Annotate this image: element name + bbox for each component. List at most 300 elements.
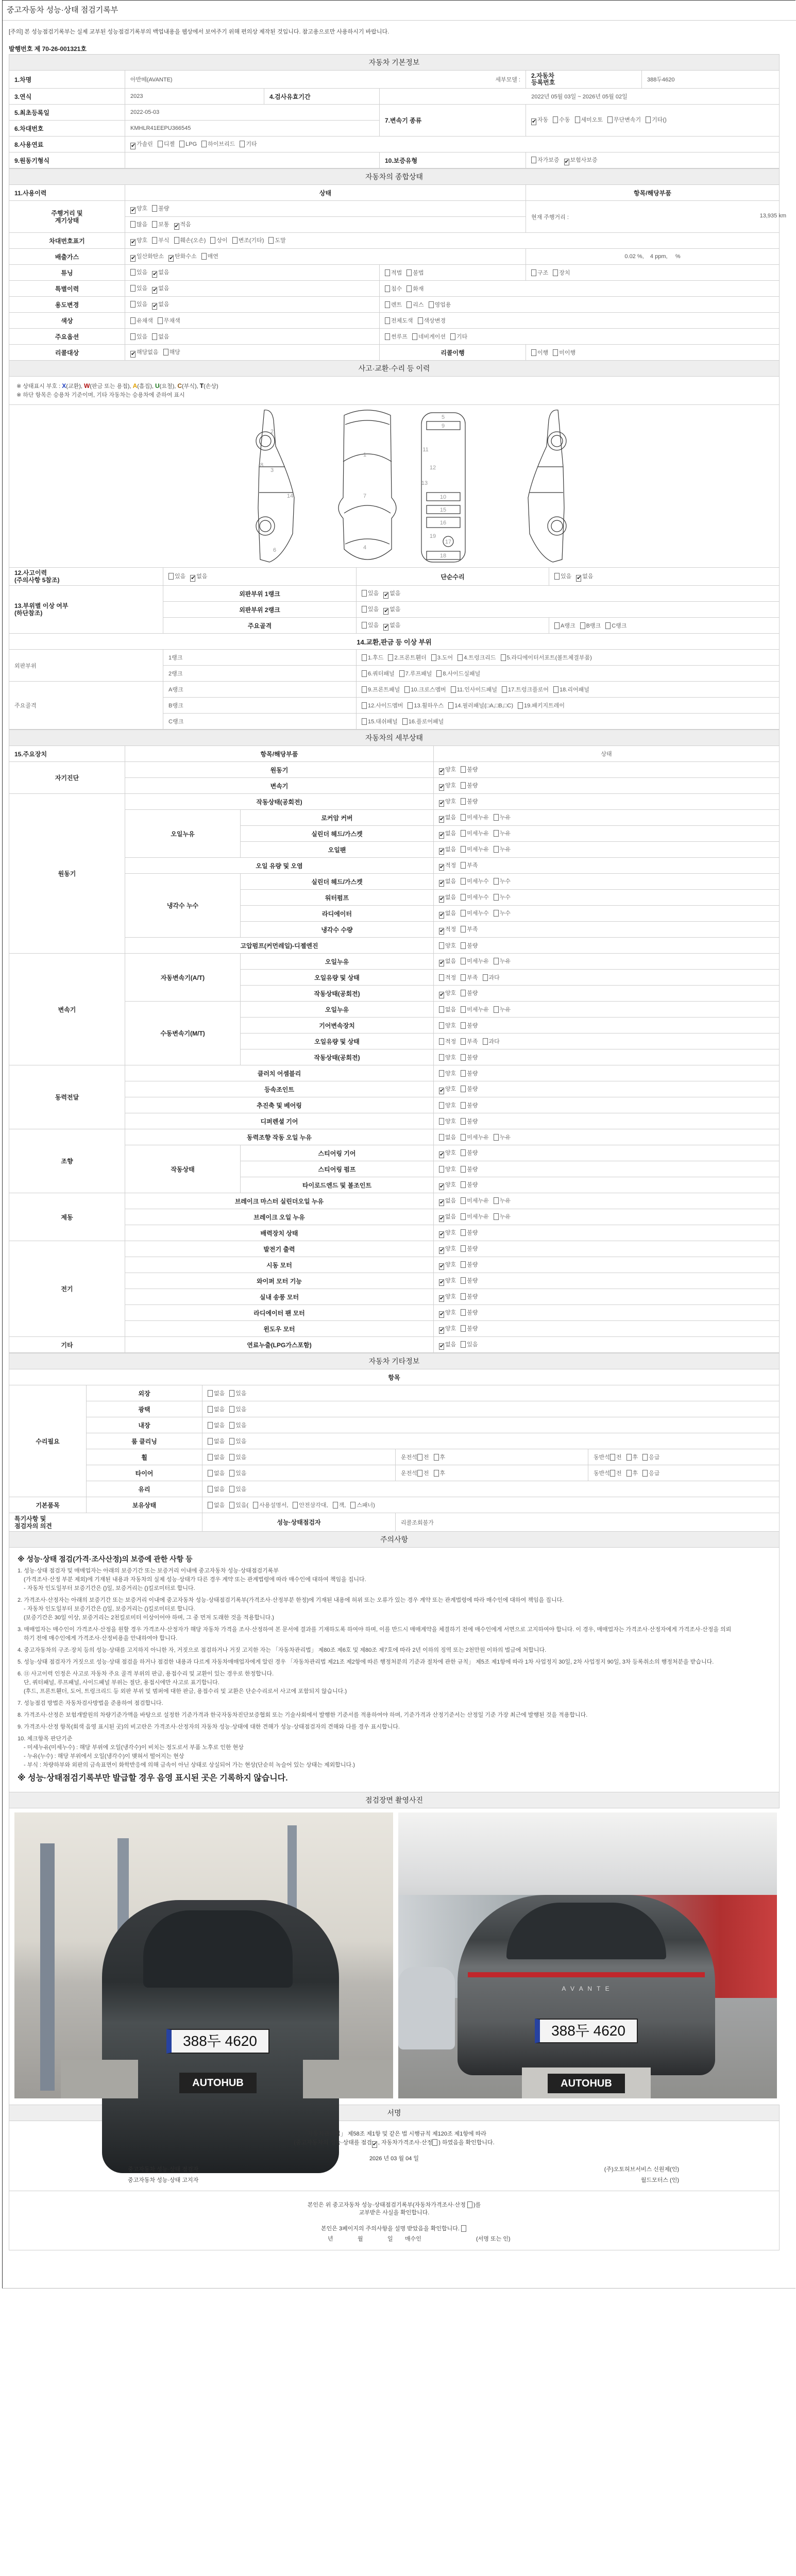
- checkbox-option[interactable]: [626, 1454, 638, 1461]
- checkbox-option[interactable]: [501, 655, 592, 661]
- checkbox[interactable]: [383, 624, 388, 631]
- checkbox[interactable]: [439, 880, 444, 887]
- checkbox-option[interactable]: [417, 1470, 429, 1477]
- checkbox[interactable]: [208, 1390, 213, 1397]
- checkbox-option[interactable]: [554, 623, 575, 629]
- checkbox[interactable]: [439, 1151, 444, 1158]
- checkbox[interactable]: [461, 814, 466, 821]
- checkbox[interactable]: [174, 223, 179, 230]
- checkbox-option[interactable]: [483, 975, 500, 981]
- checkbox[interactable]: [385, 301, 390, 308]
- checkbox-option[interactable]: [553, 117, 570, 123]
- checkbox[interactable]: [439, 768, 444, 775]
- checkbox[interactable]: [461, 1229, 466, 1236]
- checkbox[interactable]: [439, 912, 444, 919]
- checkbox-option[interactable]: [333, 1502, 346, 1509]
- checkbox-option[interactable]: [494, 1214, 511, 1220]
- price-checkbox[interactable]: [432, 2139, 437, 2146]
- checkbox[interactable]: [431, 654, 436, 661]
- checkbox-option[interactable]: [461, 943, 478, 949]
- checkbox[interactable]: [461, 766, 466, 773]
- checkbox-option[interactable]: [439, 1214, 456, 1220]
- checkbox[interactable]: [531, 349, 536, 356]
- checkbox-option[interactable]: [229, 1438, 246, 1445]
- checkbox-option[interactable]: [399, 671, 432, 677]
- checkbox[interactable]: [201, 253, 207, 260]
- checkbox-option[interactable]: [208, 1454, 225, 1461]
- checkbox[interactable]: [439, 1231, 444, 1238]
- checkbox-option[interactable]: [232, 238, 264, 244]
- checkbox[interactable]: [439, 1038, 444, 1045]
- checkbox-option[interactable]: [494, 894, 511, 901]
- checkbox-option[interactable]: [208, 1422, 225, 1429]
- checkbox[interactable]: [412, 333, 417, 340]
- checkbox[interactable]: [461, 1277, 466, 1284]
- checkbox-option[interactable]: [531, 270, 548, 276]
- checkbox[interactable]: [208, 1422, 213, 1429]
- checkbox[interactable]: [439, 974, 444, 981]
- checkbox[interactable]: [483, 974, 488, 981]
- checkbox-option[interactable]: [439, 1023, 456, 1029]
- checkbox-option[interactable]: [439, 1103, 456, 1109]
- checkbox[interactable]: [439, 1311, 444, 1318]
- checkbox[interactable]: [232, 237, 238, 244]
- checkbox-option[interactable]: [362, 687, 400, 693]
- checkbox[interactable]: [362, 590, 367, 597]
- checkbox[interactable]: [461, 1341, 466, 1348]
- checkbox-option[interactable]: [461, 1071, 478, 1077]
- checkbox-option[interactable]: [607, 117, 641, 123]
- checkbox[interactable]: [362, 686, 367, 693]
- checkbox-option[interactable]: [208, 1502, 225, 1509]
- checkbox[interactable]: [152, 303, 157, 310]
- checkbox-option[interactable]: [130, 301, 147, 308]
- checkbox[interactable]: [553, 116, 558, 123]
- checkbox[interactable]: [451, 686, 456, 693]
- checkbox-option[interactable]: [461, 1294, 478, 1300]
- checkbox-option[interactable]: [152, 238, 169, 244]
- checkbox[interactable]: [461, 942, 466, 949]
- checkbox[interactable]: [494, 1006, 499, 1013]
- checkbox[interactable]: [580, 622, 585, 629]
- checkbox-option[interactable]: [439, 910, 456, 917]
- checkbox[interactable]: [607, 116, 613, 123]
- checkbox-option[interactable]: [130, 141, 153, 147]
- checkbox[interactable]: [229, 1454, 234, 1461]
- checkbox-option[interactable]: [407, 302, 424, 308]
- checkbox-option[interactable]: [439, 943, 456, 949]
- checkbox-option[interactable]: [461, 958, 489, 964]
- checkbox[interactable]: [483, 1038, 488, 1045]
- checkbox-option[interactable]: [494, 958, 511, 964]
- checkbox[interactable]: [399, 670, 404, 677]
- checkbox-option[interactable]: [610, 1470, 622, 1477]
- checkbox-option[interactable]: [229, 1470, 246, 1477]
- checkbox-option[interactable]: [240, 141, 257, 147]
- checkbox-option[interactable]: [458, 655, 496, 661]
- checkbox-option[interactable]: [494, 910, 511, 917]
- checkbox-option[interactable]: [461, 975, 478, 981]
- checkbox[interactable]: [461, 1245, 466, 1252]
- checkbox-option[interactable]: [483, 1039, 500, 1045]
- checkbox[interactable]: [168, 255, 174, 262]
- checkbox-option[interactable]: [439, 1182, 456, 1188]
- checkbox[interactable]: [461, 1309, 466, 1316]
- checkbox[interactable]: [385, 269, 390, 276]
- checkbox-option[interactable]: [439, 1118, 456, 1125]
- checkbox[interactable]: [130, 301, 136, 308]
- checkbox-option[interactable]: [362, 590, 379, 597]
- checkbox[interactable]: [402, 718, 408, 725]
- checkbox[interactable]: [439, 1166, 444, 1173]
- checkbox-option[interactable]: [461, 1310, 478, 1316]
- checkbox[interactable]: [130, 221, 136, 228]
- checkbox[interactable]: [642, 1454, 648, 1461]
- checkbox-option[interactable]: [152, 301, 169, 308]
- checkbox[interactable]: [461, 990, 466, 996]
- checkbox[interactable]: [461, 1325, 466, 1332]
- checkbox[interactable]: [208, 1502, 213, 1509]
- checkbox[interactable]: [158, 317, 163, 324]
- checkbox[interactable]: [130, 351, 136, 358]
- checkbox[interactable]: [417, 1470, 422, 1477]
- checkbox-option[interactable]: [152, 269, 169, 276]
- checkbox-option[interactable]: [461, 910, 489, 917]
- checkbox-option[interactable]: [208, 1486, 225, 1493]
- checkbox-option[interactable]: [461, 990, 478, 996]
- checkbox-option[interactable]: [494, 1007, 511, 1013]
- checkbox[interactable]: [439, 1343, 444, 1350]
- checkbox[interactable]: [494, 878, 499, 885]
- checkbox-option[interactable]: [554, 573, 571, 580]
- checkbox[interactable]: [461, 1070, 466, 1077]
- checkbox-option[interactable]: [383, 590, 400, 597]
- checkbox-option[interactable]: [461, 1342, 478, 1348]
- checkbox-option[interactable]: [461, 1103, 478, 1109]
- checkbox[interactable]: [461, 1213, 466, 1220]
- checkbox-option[interactable]: [229, 1422, 246, 1429]
- checkbox-option[interactable]: [461, 1230, 478, 1236]
- checkbox-option[interactable]: [434, 1470, 446, 1477]
- checkbox[interactable]: [461, 1086, 466, 1092]
- checkbox[interactable]: [439, 832, 444, 839]
- checkbox[interactable]: [418, 317, 423, 324]
- checkbox-option[interactable]: [461, 767, 478, 773]
- checkbox-option[interactable]: [439, 1166, 456, 1173]
- checkbox[interactable]: [610, 1470, 615, 1477]
- checkbox-option[interactable]: [439, 1310, 456, 1316]
- checkbox-option[interactable]: [439, 1055, 456, 1061]
- checkbox[interactable]: [439, 960, 444, 967]
- checkbox[interactable]: [130, 143, 136, 149]
- checkbox[interactable]: [461, 846, 466, 853]
- checkbox-option[interactable]: [385, 270, 402, 276]
- checkbox-option[interactable]: [494, 878, 511, 885]
- checkbox[interactable]: [152, 205, 157, 212]
- checkbox-option[interactable]: [461, 1182, 478, 1188]
- checkbox-option[interactable]: [130, 285, 147, 292]
- checkbox-option[interactable]: [461, 1198, 489, 1204]
- checkbox[interactable]: [554, 573, 560, 580]
- checkbox[interactable]: [439, 1215, 444, 1222]
- checkbox-option[interactable]: [130, 238, 147, 244]
- checkbox-option[interactable]: [450, 334, 467, 340]
- checkbox[interactable]: [576, 575, 581, 582]
- checkbox[interactable]: [229, 1486, 234, 1493]
- checkbox[interactable]: [605, 622, 611, 629]
- checkbox[interactable]: [429, 301, 434, 308]
- checkbox-option[interactable]: [130, 253, 164, 260]
- checkbox-option[interactable]: [642, 1454, 659, 1461]
- checkbox-option[interactable]: [461, 894, 489, 901]
- checkbox-option[interactable]: [439, 1150, 456, 1156]
- checkbox-option[interactable]: [293, 1502, 328, 1509]
- checkbox-option[interactable]: [439, 799, 456, 805]
- checkbox[interactable]: [407, 285, 412, 292]
- checkbox-option[interactable]: [461, 862, 478, 869]
- checkbox[interactable]: [439, 1088, 444, 1094]
- checkbox-option[interactable]: [439, 1198, 456, 1204]
- checkbox-option[interactable]: [439, 894, 456, 901]
- checkbox[interactable]: [130, 239, 136, 246]
- checkbox-option[interactable]: [564, 157, 598, 163]
- checkbox-option[interactable]: [575, 117, 603, 123]
- checkbox[interactable]: [130, 207, 136, 214]
- checkbox-option[interactable]: [531, 117, 548, 123]
- checkbox[interactable]: [385, 285, 390, 292]
- checkbox[interactable]: [439, 784, 444, 791]
- checkbox[interactable]: [461, 910, 466, 917]
- checkbox[interactable]: [229, 1406, 234, 1413]
- checkbox[interactable]: [439, 1054, 444, 1061]
- checkbox[interactable]: [208, 1454, 213, 1461]
- checkbox[interactable]: [362, 670, 367, 677]
- checkbox-option[interactable]: [439, 1262, 456, 1268]
- checkbox-option[interactable]: [439, 1294, 456, 1300]
- checkbox[interactable]: [362, 654, 367, 661]
- checkbox[interactable]: [253, 1502, 258, 1509]
- checkbox-option[interactable]: [229, 1454, 246, 1461]
- checkbox-option[interactable]: [518, 703, 565, 709]
- checkbox-option[interactable]: [439, 767, 456, 773]
- checkbox-option[interactable]: [208, 1438, 225, 1445]
- checkbox-option[interactable]: [439, 846, 456, 853]
- checkbox[interactable]: [229, 1422, 234, 1429]
- checkbox-option[interactable]: [439, 926, 456, 933]
- receipt-checkbox[interactable]: [467, 2201, 472, 2208]
- checkbox[interactable]: [439, 896, 444, 903]
- checkbox-option[interactable]: [439, 1278, 456, 1284]
- checkbox[interactable]: [350, 1502, 355, 1509]
- checkbox-option[interactable]: [208, 1391, 225, 1397]
- checkbox[interactable]: [436, 670, 442, 677]
- checkbox-option[interactable]: [434, 1454, 446, 1461]
- checkbox[interactable]: [553, 349, 558, 356]
- checkbox-option[interactable]: [130, 222, 147, 228]
- checkbox-option[interactable]: [208, 1406, 225, 1413]
- checkbox-option[interactable]: [461, 1118, 478, 1125]
- checkbox[interactable]: [388, 654, 393, 661]
- checkbox-option[interactable]: [439, 815, 456, 821]
- checkbox[interactable]: [179, 141, 184, 147]
- checkbox[interactable]: [531, 269, 536, 276]
- checkbox-option[interactable]: [412, 334, 446, 340]
- checkbox[interactable]: [130, 333, 136, 340]
- checkbox[interactable]: [293, 1502, 298, 1509]
- buyer-sign[interactable]: (서명 또는 인): [476, 2236, 511, 2242]
- checkbox-option[interactable]: [385, 334, 408, 340]
- checkbox[interactable]: [439, 1118, 444, 1125]
- checkbox-option[interactable]: [494, 846, 511, 853]
- checkbox-option[interactable]: [130, 269, 147, 276]
- checkbox-option[interactable]: [362, 719, 398, 725]
- checkbox[interactable]: [461, 958, 466, 964]
- checkbox-option[interactable]: [494, 1198, 511, 1204]
- checkbox-option[interactable]: [229, 1391, 246, 1397]
- checkbox[interactable]: [461, 1006, 466, 1013]
- checkbox[interactable]: [575, 116, 580, 123]
- checkbox[interactable]: [362, 622, 367, 629]
- checkbox-option[interactable]: [439, 1071, 456, 1077]
- checkbox[interactable]: [461, 1181, 466, 1188]
- checkbox-option[interactable]: [362, 622, 379, 629]
- checkbox[interactable]: [439, 1263, 444, 1270]
- checkbox[interactable]: [130, 285, 136, 292]
- checkbox[interactable]: [152, 221, 157, 228]
- checkbox[interactable]: [448, 702, 453, 709]
- checkbox[interactable]: [417, 1454, 422, 1461]
- checkbox-option[interactable]: [208, 1470, 225, 1477]
- checkbox[interactable]: [461, 1149, 466, 1156]
- checkbox[interactable]: [439, 992, 444, 998]
- checkbox-option[interactable]: [385, 286, 402, 292]
- checkbox-option[interactable]: [461, 1246, 478, 1252]
- checkbox-option[interactable]: [439, 862, 456, 869]
- checkbox-option[interactable]: [494, 815, 511, 821]
- checkbox[interactable]: [168, 573, 174, 580]
- checkbox-option[interactable]: [179, 141, 197, 147]
- checkbox[interactable]: [152, 237, 157, 244]
- checkbox[interactable]: [439, 1199, 444, 1206]
- checkbox-option[interactable]: [152, 222, 169, 228]
- checkbox-option[interactable]: [407, 286, 424, 292]
- checkbox-option[interactable]: [531, 157, 560, 163]
- checkbox[interactable]: [439, 928, 444, 935]
- inspect-checkbox[interactable]: [372, 2141, 377, 2148]
- checkbox[interactable]: [439, 1279, 444, 1286]
- checkbox[interactable]: [434, 1454, 439, 1461]
- checkbox-option[interactable]: [201, 141, 235, 147]
- checkbox[interactable]: [494, 830, 499, 837]
- checkbox[interactable]: [461, 830, 466, 837]
- checkbox[interactable]: [439, 1134, 444, 1141]
- checkbox-option[interactable]: [494, 831, 511, 837]
- checkbox[interactable]: [383, 592, 388, 599]
- checkbox-option[interactable]: [439, 1134, 456, 1141]
- checkbox[interactable]: [190, 575, 195, 582]
- checkbox-option[interactable]: [229, 1406, 246, 1413]
- checkbox[interactable]: [494, 894, 499, 901]
- checkbox[interactable]: [642, 1470, 648, 1477]
- checkbox[interactable]: [268, 237, 274, 244]
- checkbox-option[interactable]: [439, 1039, 456, 1045]
- checkbox[interactable]: [494, 846, 499, 853]
- checkbox-option[interactable]: [439, 1007, 456, 1013]
- checkbox[interactable]: [439, 1022, 444, 1029]
- checkbox[interactable]: [494, 814, 499, 821]
- checkbox-option[interactable]: [418, 318, 446, 324]
- checkbox[interactable]: [439, 800, 444, 807]
- checkbox-option[interactable]: [461, 831, 489, 837]
- checkbox-option[interactable]: [152, 285, 169, 292]
- checkbox-option[interactable]: [461, 878, 489, 885]
- checkbox-option[interactable]: [385, 302, 402, 308]
- checkbox[interactable]: [362, 718, 367, 725]
- checkbox-option[interactable]: [439, 831, 456, 837]
- checkbox[interactable]: [229, 1390, 234, 1397]
- checkbox[interactable]: [461, 1102, 466, 1109]
- checkbox-option[interactable]: [350, 1502, 375, 1509]
- checkbox-option[interactable]: [461, 926, 478, 933]
- checkbox-option[interactable]: [130, 206, 147, 212]
- checkbox[interactable]: [461, 1134, 466, 1141]
- checkbox-option[interactable]: [429, 302, 451, 308]
- checkbox[interactable]: [553, 269, 558, 276]
- checkbox-option[interactable]: [580, 623, 601, 629]
- checkbox[interactable]: [333, 1502, 338, 1509]
- checkbox[interactable]: [531, 118, 536, 125]
- checkbox-option[interactable]: [461, 1007, 489, 1013]
- checkbox[interactable]: [461, 1022, 466, 1029]
- checkbox-option[interactable]: [461, 1262, 478, 1268]
- checkbox-option[interactable]: [461, 1150, 478, 1156]
- checkbox[interactable]: [494, 1134, 499, 1141]
- checkbox-option[interactable]: [439, 975, 456, 981]
- checkbox[interactable]: [494, 1213, 499, 1220]
- checkbox-option[interactable]: [553, 350, 575, 356]
- checkbox-option[interactable]: [439, 1086, 456, 1092]
- checkbox-option[interactable]: [168, 573, 185, 580]
- checkbox[interactable]: [208, 1438, 213, 1445]
- checkbox-option[interactable]: [163, 349, 180, 355]
- checkbox-option[interactable]: [605, 623, 626, 629]
- checkbox-option[interactable]: [388, 655, 426, 661]
- checkbox[interactable]: [152, 333, 157, 340]
- checkbox-option[interactable]: [576, 573, 593, 580]
- checkbox-option[interactable]: [253, 1502, 288, 1509]
- checkbox-option[interactable]: [461, 1023, 478, 1029]
- checkbox[interactable]: [461, 894, 466, 901]
- checkbox-option[interactable]: [158, 141, 175, 147]
- checkbox[interactable]: [461, 798, 466, 805]
- checkbox[interactable]: [439, 1295, 444, 1302]
- checkbox-option[interactable]: [383, 622, 400, 629]
- checkbox[interactable]: [439, 1247, 444, 1254]
- checkbox-option[interactable]: [451, 687, 497, 693]
- checkbox-option[interactable]: [210, 238, 227, 244]
- checkbox-option[interactable]: [190, 573, 207, 580]
- checkbox[interactable]: [461, 1261, 466, 1268]
- checkbox-option[interactable]: [229, 1486, 246, 1493]
- checkbox-option[interactable]: [642, 1470, 659, 1477]
- checkbox[interactable]: [531, 157, 536, 163]
- checkbox[interactable]: [158, 141, 163, 147]
- checkbox-option[interactable]: [130, 349, 159, 355]
- checkbox[interactable]: [407, 269, 412, 276]
- checkbox-option[interactable]: [385, 318, 413, 324]
- checkbox-option[interactable]: [362, 655, 383, 661]
- checkbox-option[interactable]: [461, 1214, 489, 1220]
